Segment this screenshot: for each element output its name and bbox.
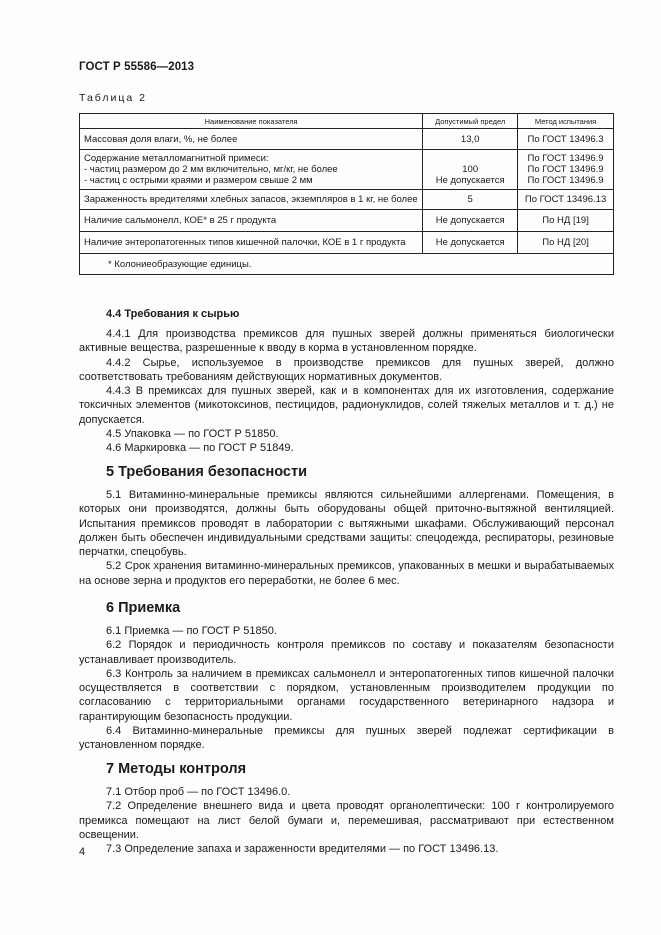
indicator-name: Зараженность вредителями хлебных запасов, экземпляров в 1 кг, не более: [80, 190, 423, 210]
paragraph: 7.2 Определение внешнего вида и цвета проводят органолептически: 100 г контролируемого премикса помещают на лист белой бумаги и, перемешивая, рассматривают при естественном освещении.: [79, 800, 614, 841]
limit-line: Не допускается: [435, 175, 505, 186]
paragraph: 4.4.1 Для производства премиксов для пушных зверей должны применяться биологически активные вещества, разрешенные к вводу в корма в установленном порядке.: [79, 328, 614, 355]
section-heading: 7 Методы контроля: [106, 761, 247, 777]
table-row: [80, 232, 614, 254]
test-method: По ГОСТ 13496.3: [518, 129, 614, 150]
section-7-body: [79, 785, 614, 856]
section-6-body: [79, 624, 614, 753]
indicator-line: Содержание металломагнитной примеси:: [84, 153, 269, 164]
document-header: ГОСТ Р 55586—2013: [79, 61, 195, 73]
requirements-table: [79, 113, 614, 275]
paragraph: 5.2 Срок хранения витаминно-минеральных премиксов, упакованных в мешки и вырабатываемых на основе зерна и продуктов его переработки, не более 6 мес.: [79, 560, 614, 587]
method-line: По ГОСТ 13496.9: [527, 175, 604, 186]
test-method: [518, 150, 614, 190]
test-method: По НД [20]: [518, 232, 614, 254]
column-header: Наименование показателя: [80, 114, 423, 129]
test-method: По ГОСТ 13496.13: [518, 190, 614, 210]
paragraph: 4.6 Маркировка — по ГОСТ Р 51849.: [106, 442, 294, 455]
method-line: По ГОСТ 13496.9: [527, 153, 604, 164]
method-line: По ГОСТ 13496.9: [527, 164, 604, 175]
limit-value: Не допускается: [423, 232, 518, 254]
section-5-body: [79, 488, 614, 588]
paragraph: 6.2 Порядок и периодичность контроля премиксов по составу и показателям безопасности устанавливает производитель.: [79, 639, 614, 666]
indicator-line: - частиц с острыми краями и размером свыше 2 мм: [84, 175, 313, 186]
section-heading: 6 Приемка: [106, 600, 181, 616]
section-4-body: [79, 327, 614, 456]
paragraph: 7.1 Отбор проб — по ГОСТ 13496.0.: [106, 786, 291, 798]
limit-value: [423, 150, 518, 190]
section-heading: 5 Требования безопасности: [106, 464, 308, 480]
paragraph: 5.1 Витаминно-минеральные премиксы являются сильнейшими аллергенами. Помещения, в которых они производятся, должны быть оборудованы общей приточно-вытяжной вентиляцией. Испытания премиксов проводят в лаборатории с вытяжными шкафами. Обслуживающий персонал должен быть обеспечен индивидуальными средствами защиты: спецодежда, респираторы, резиновые перчатки, спецобувь.: [79, 489, 614, 559]
limit-line: 100: [462, 164, 479, 175]
column-header: Метод испытания: [518, 114, 614, 129]
table-row: [80, 150, 614, 190]
paragraph: 6.4 Витаминно-минеральные премиксы для пушных зверей подлежат сертификации в установленном порядке.: [79, 725, 614, 752]
paragraph: 4.4.2 Сырье, используемое в производстве премиксов для пушных зверей, должно соответствовать требованиям действующих нормативных документов.: [79, 356, 614, 383]
paragraph: 6.1 Приемка — по ГОСТ Р 51850.: [106, 625, 277, 637]
column-header: Допустимый предел: [423, 114, 518, 129]
limit-value: 5: [423, 190, 518, 210]
subsection-heading: 4.4 Требования к сырью: [106, 308, 240, 320]
table-row: [80, 210, 614, 232]
indicator-name: Массовая доля влаги, %, не более: [80, 129, 423, 150]
limit-value: 13,0: [423, 129, 518, 150]
paragraph: 7.3 Определение запаха и зараженности вредителями — по ГОСТ 13496.13.: [106, 843, 499, 856]
table-footnote: * Колониеобразующие единицы.: [80, 254, 614, 275]
indicator-line: - частиц размером до 2 мм включительно, мг/кг, не более: [84, 164, 338, 175]
indicator-name: [80, 150, 423, 190]
table-footnote-row: [80, 254, 614, 275]
test-method: По НД [19]: [518, 210, 614, 232]
paragraph: 4.5 Упаковка — по ГОСТ Р 51850.: [106, 428, 279, 441]
table-row: [80, 190, 614, 210]
page-number: 4: [79, 846, 86, 858]
table-row: [80, 129, 614, 150]
paragraph: 4.4.3 В премиксах для пушных зверей, как и в компонентах для их изготовления, содержание токсичных элементов (микотоксинов, пестицидов, радионуклидов, солей тяжелых металлов и т. д.) не допускается.: [79, 385, 614, 426]
limit-value: Не допускается: [423, 210, 518, 232]
table-header-row: [80, 114, 614, 129]
paragraph: 6.3 Контроль за наличием в премиксах сальмонелл и энтеропатогенных типов кишечной палочки осуществляется в соответствии с порядком, установленным производителем продукции по согласованию с территориальными органами государственного ветеринарного надзора и гарантирующим безопасность продукции.: [79, 667, 614, 723]
indicator-name: Наличие энтеропатогенных типов кишечной палочки, КОЕ в 1 г продукта: [80, 232, 423, 254]
indicator-name: Наличие сальмонелл, КОЕ* в 25 г продукта: [80, 210, 423, 232]
table-caption: Таблица 2: [79, 92, 147, 104]
